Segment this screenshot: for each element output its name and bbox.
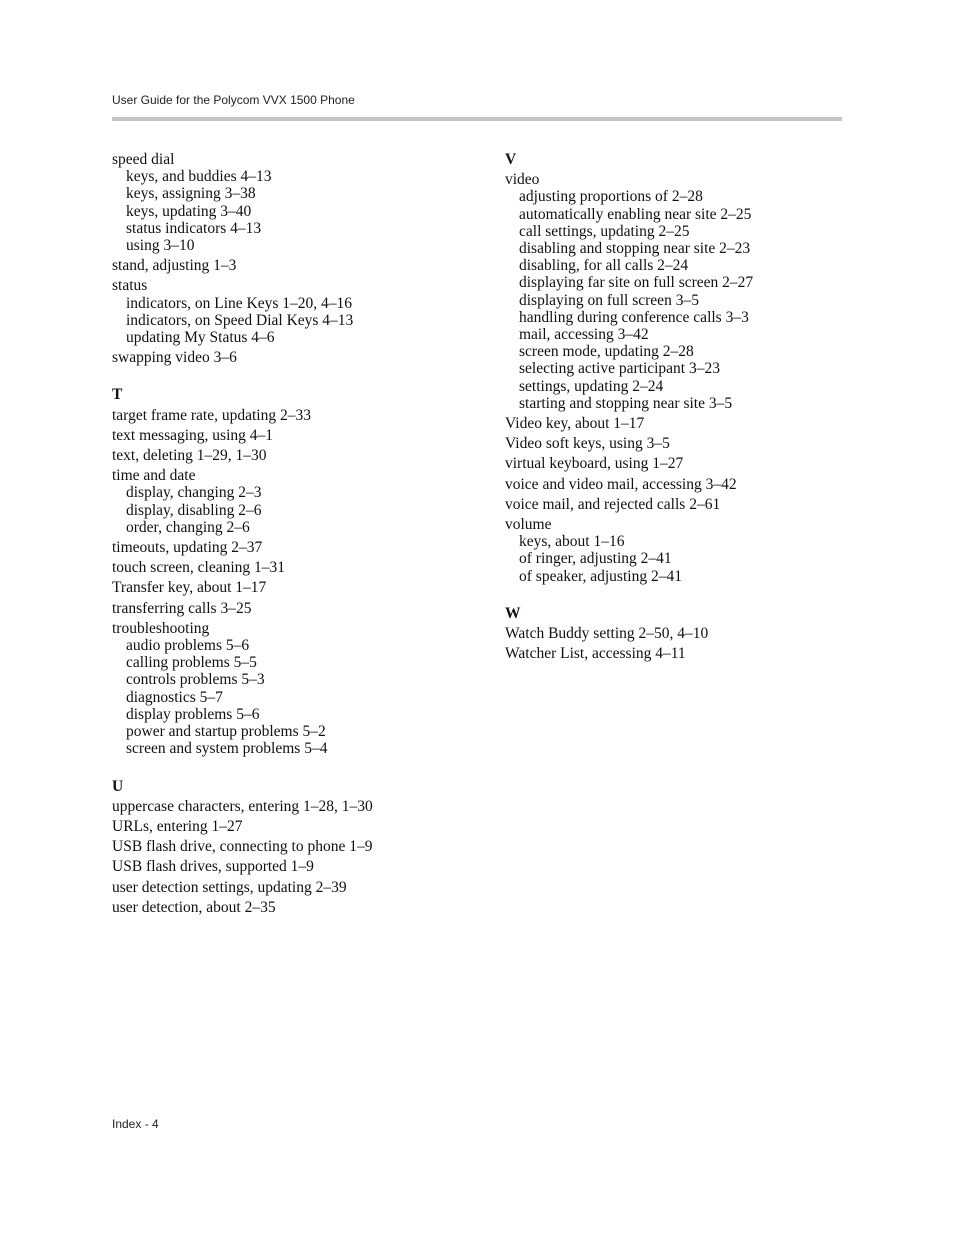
index-subentry: handling during conference calls 3–3 [519, 308, 749, 326]
page-footer: Index - 4 [112, 1117, 159, 1131]
index-subentry: screen mode, updating 2–28 [519, 343, 694, 361]
index-subentry: mail, accessing 3–42 [519, 326, 649, 344]
index-entry [505, 645, 845, 662]
index-column-left [112, 148, 492, 916]
index-subentry: automatically enabling near site 2–25 [519, 205, 752, 223]
index-entry [505, 625, 845, 642]
index-entry-term: USB flash drive, connecting to phone 1–9 [112, 838, 373, 856]
index-subentry: displaying on full screen 3–5 [519, 291, 699, 309]
index-subentry: controls problems 5–3 [126, 671, 265, 689]
section-letter: U [112, 777, 124, 795]
index-entry-term: transferring calls 3–25 [112, 599, 252, 617]
index-subentry: updating My Status 4–6 [126, 329, 275, 347]
index-entry [505, 476, 845, 493]
index-subentry: keys, about 1–16 [519, 533, 625, 551]
index-entry-term: Watch Buddy setting 2–50, 4–10 [505, 625, 709, 643]
index-subentry: call settings, updating 2–25 [519, 222, 690, 240]
index-entry [112, 539, 492, 556]
index-subentry: display, changing 2–3 [126, 484, 262, 502]
index-entry [112, 879, 492, 896]
index-entry [112, 151, 492, 254]
index-subentry: diagnostics 5–7 [126, 688, 223, 706]
index-entry [505, 171, 845, 412]
index-entry [505, 415, 845, 432]
running-header: User Guide for the Polycom VVX 1500 Phone [112, 93, 355, 107]
index-entry-term: volume [505, 516, 552, 534]
index-entry [112, 257, 492, 274]
index-entry [112, 818, 492, 835]
index-subentry: displaying far site on full screen 2–27 [519, 274, 754, 292]
index-entry-term: troubleshooting [112, 619, 210, 637]
index-subentry: power and startup problems 5–2 [126, 723, 326, 741]
index-subentry: indicators, on Line Keys 1–20, 4–16 [126, 294, 353, 312]
index-entry [112, 349, 492, 366]
index-entry-term: swapping video 3–6 [112, 349, 237, 367]
index-entry-term: timeouts, updating 2–37 [112, 539, 263, 557]
index-section [505, 605, 845, 663]
index-entry [505, 516, 845, 585]
index-entry-term: voice and video mail, accessing 3–42 [505, 475, 737, 493]
index-subentry: audio problems 5–6 [126, 637, 250, 655]
index-subentry: disabling and stopping near site 2–23 [519, 240, 751, 258]
index-entry-term: voice mail, and rejected calls 2–61 [505, 495, 721, 513]
index-entry [505, 455, 845, 472]
index-entry [505, 435, 845, 452]
index-subentry: starting and stopping near site 3–5 [519, 394, 733, 412]
index-entry-term: text, deleting 1–29, 1–30 [112, 447, 267, 465]
index-subentry: order, changing 2–6 [126, 518, 250, 536]
index-entry [112, 899, 492, 916]
index-entry-term: touch screen, cleaning 1–31 [112, 559, 286, 577]
index-subentry: keys, assigning 3–38 [126, 185, 256, 203]
index-subentry: calling problems 5–5 [126, 654, 257, 672]
index-subentry: using 3–10 [126, 237, 195, 255]
index-entry-term: Video key, about 1–17 [505, 415, 645, 433]
index-entry-term: speed dial [112, 151, 175, 168]
index-entry [112, 559, 492, 576]
index-entry-term: user detection settings, updating 2–39 [112, 878, 347, 896]
index-entry-term: uppercase characters, entering 1–28, 1–30 [112, 797, 373, 815]
index-entry-term: status [112, 277, 148, 295]
section-letter: V [505, 151, 517, 168]
index-entry-term: text messaging, using 4–1 [112, 426, 274, 444]
index-entry-term: stand, adjusting 1–3 [112, 257, 237, 275]
index-entry [112, 858, 492, 875]
index-entry-term: Transfer key, about 1–17 [112, 579, 267, 597]
index-subentry: status indicators 4–13 [126, 219, 262, 237]
index-subentry: of ringer, adjusting 2–41 [519, 550, 672, 568]
index-column-right [505, 148, 845, 662]
index-section [505, 151, 845, 585]
index-subentry: indicators, on Speed Dial Keys 4–13 [126, 311, 354, 329]
index-subentry: adjusting proportions of 2–28 [519, 188, 703, 206]
section-letter: W [505, 604, 521, 622]
index-entry [112, 427, 492, 444]
index-entry [112, 277, 492, 346]
index-section [112, 151, 492, 366]
index-subentry: display problems 5–6 [126, 705, 260, 723]
index-section [112, 778, 492, 916]
index-subentry: screen and system problems 5–4 [126, 740, 328, 758]
index-entry-term: virtual keyboard, using 1–27 [505, 455, 684, 473]
index-subentry: display, disabling 2–6 [126, 501, 262, 519]
index-subentry: keys, updating 3–40 [126, 202, 252, 220]
index-entry [112, 620, 492, 758]
index-entry-term: user detection, about 2–35 [112, 898, 276, 916]
index-entry-term: Video soft keys, using 3–5 [505, 435, 670, 453]
index-entry [112, 447, 492, 464]
header-rule [112, 117, 842, 121]
index-subentry: selecting active participant 3–23 [519, 360, 720, 378]
index-entry [112, 798, 492, 815]
index-entry [112, 407, 492, 424]
index-entry-term: video [505, 171, 540, 189]
index-entry [112, 838, 492, 855]
index-entry [112, 579, 492, 596]
index-subentry: disabling, for all calls 2–24 [519, 257, 689, 275]
index-entry [112, 600, 492, 617]
index-section [112, 386, 492, 757]
index-subentry: keys, and buddies 4–13 [126, 168, 272, 186]
index-entry [112, 467, 492, 536]
index-entry [505, 496, 845, 513]
index-entry-term: Watcher List, accessing 4–11 [505, 645, 686, 663]
section-letter: T [112, 386, 123, 404]
index-entry-term: USB flash drives, supported 1–9 [112, 858, 314, 876]
index-subentry: of speaker, adjusting 2–41 [519, 567, 682, 585]
index-entry-term: URLs, entering 1–27 [112, 817, 243, 835]
index-entry-term: time and date [112, 467, 196, 485]
index-entry-term: target frame rate, updating 2–33 [112, 406, 311, 424]
index-subentry: settings, updating 2–24 [519, 377, 664, 395]
